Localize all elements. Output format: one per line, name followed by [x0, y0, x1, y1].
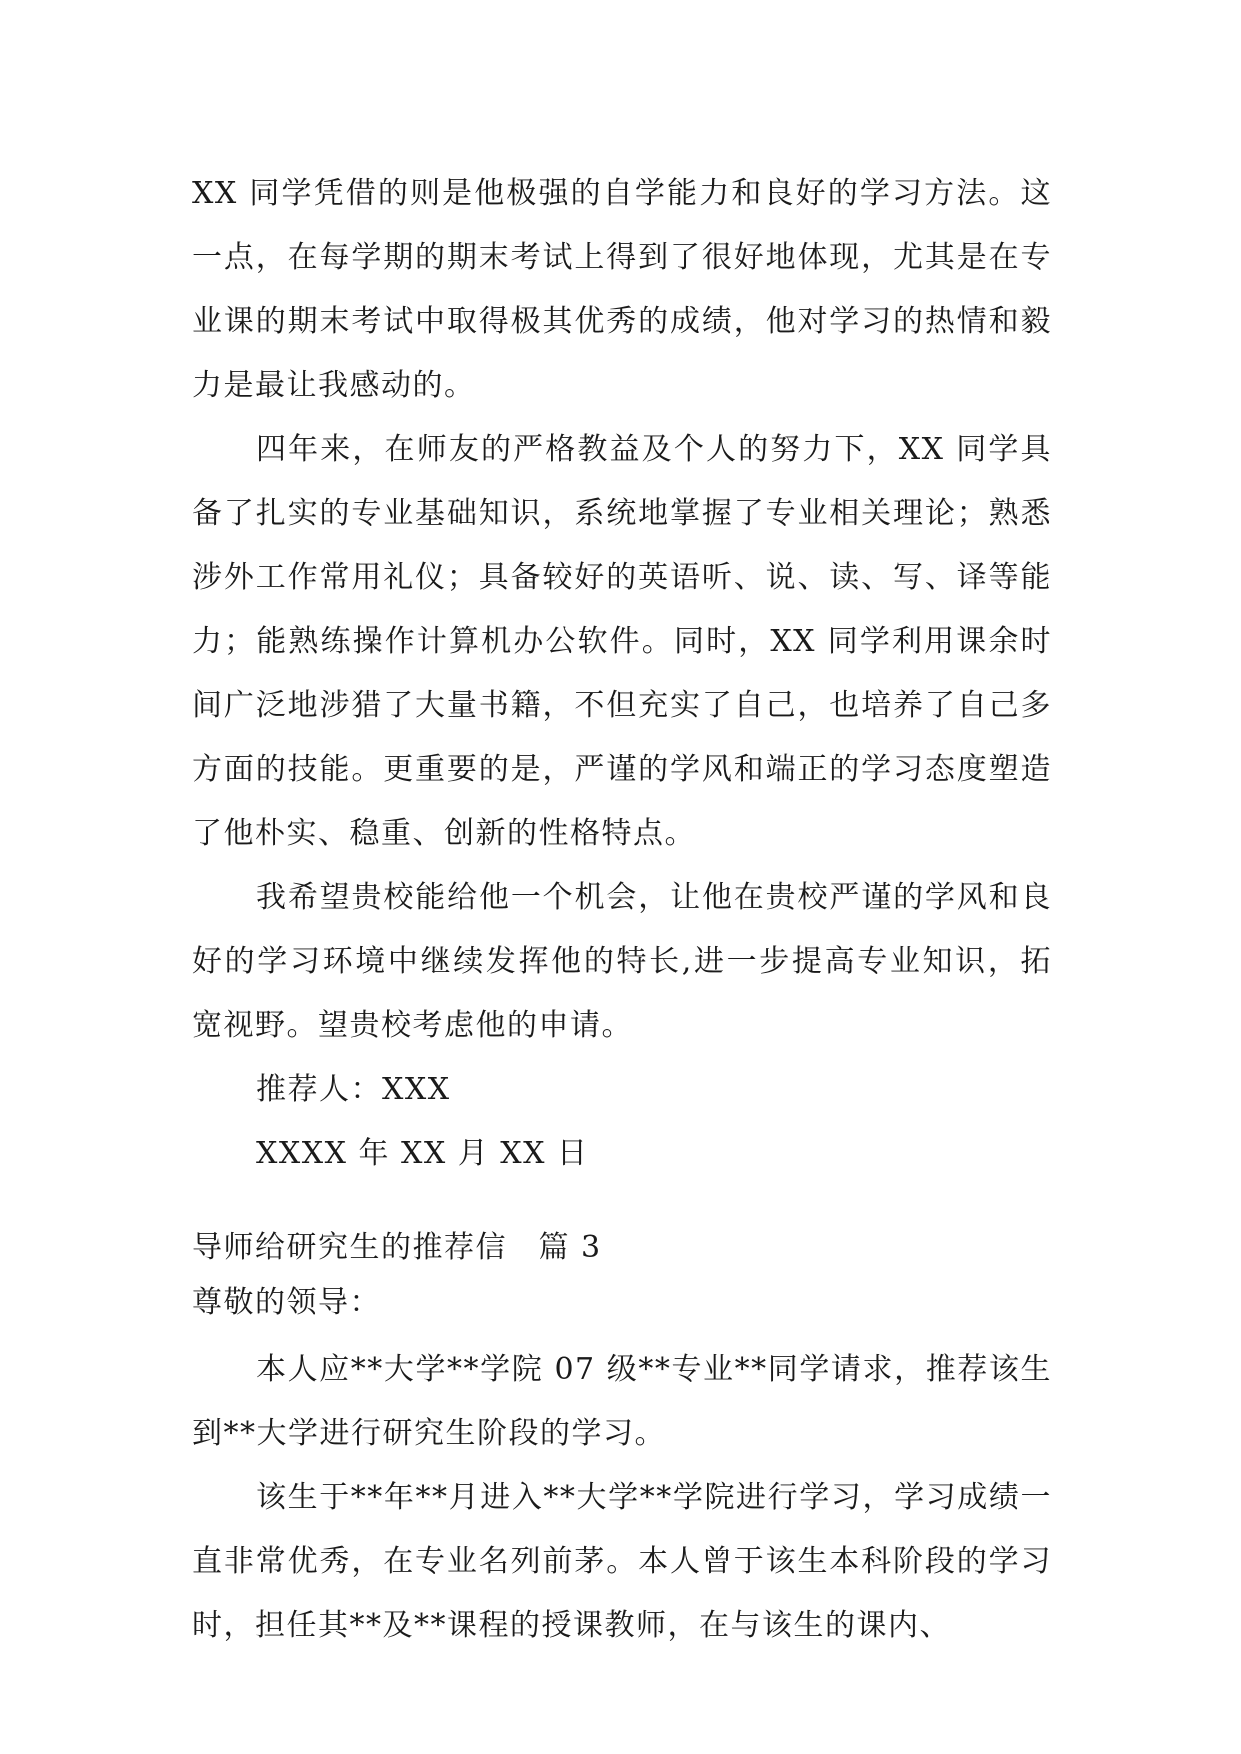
document-body: [192, 162, 1052, 1658]
section-heading: 导师给研究生的推荐信 篇 3: [192, 1230, 602, 1265]
paragraph-four-years: 四年来，在师友的严格教益及个人的努力下，XX 同学具备了扎实的专业基础知识，系统地掌握了专业相关理论；熟悉涉外工作常用礼仪；具备较好的英语听、说、读、写、译等能力；能熟练操作计算机办公软件。同时，XX 同学利用课余时间广泛地涉猎了大量书籍，不但充实了自己，也培养了自己多方面的技能。更重要的是，严谨的学风和端正的学习态度塑造了他朴实、稳重、创新的性格特点。: [192, 432, 1052, 851]
section-gap: [192, 1186, 1052, 1222]
paragraph-request: 本人应**大学**学院 07 级**专业**同学请求，推荐该生到**大学进行研究生阶段的学习。: [192, 1352, 1052, 1451]
recommender-signature: 推荐人：XXX: [256, 1072, 451, 1107]
salutation: 尊敬的领导：: [192, 1285, 381, 1320]
paragraph-hope: 我希望贵校能给他一个机会，让他在贵校严谨的学风和良好的学习环境中继续发挥他的特长,进一步提高专业知识，拓宽视野。望贵校考虑他的申请。: [192, 880, 1052, 1043]
paragraph-enrollment: 该生于**年**月进入**大学**学院进行学习，学习成绩一直非常优秀，在专业名列前茅。本人曾于该生本科阶段的学习时，担任其**及**课程的授课教师，在与该生的课内、: [192, 1480, 1052, 1643]
paragraph-self-study: XX 同学凭借的则是他极强的自学能力和良好的学习方法。这一点，在每学期的期末考试上得到了很好地体现，尤其是在专业课的期末考试中取得极其优秀的成绩，他对学习的热情和毅力是最让我感动的。: [192, 176, 1052, 403]
letter-date: XXXX 年 XX 月 XX 日: [256, 1136, 589, 1171]
